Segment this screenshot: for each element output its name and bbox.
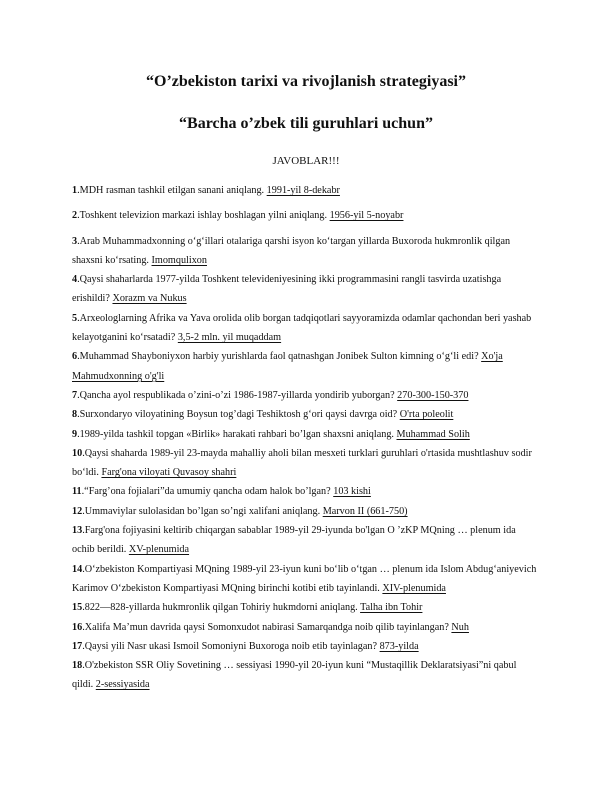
question-text: .822—828-yillarda hukmronlik qilgan Tohiriy hukmdorni aniqlang.: [82, 602, 361, 614]
answer-text: Xorazm va Nukus: [112, 293, 187, 305]
question-number: 14: [72, 563, 83, 575]
question-text: .Qaysi yili Nasr ukasi Ismoil Somoniyni Buxoroga noib etib tayinlagan?: [82, 640, 380, 652]
question-item: [72, 502, 540, 521]
question-item: [72, 598, 540, 617]
question-text: .Qaysi shaharlarda 1977-yilda Toshkent televideniyesining ikki programmasini rangli tasvirda uzatishga erishildi?: [72, 274, 502, 305]
answer-text: Imomqulixon: [151, 254, 207, 266]
document-subtitle: “Barcha o’zbek tili guruhlari uchun”: [179, 115, 433, 132]
question-text: .Ummaviylar sulolasidan bo’lgan so’ngi xalifani aniqlang.: [82, 505, 323, 517]
question-text: .Xalifa Ma’mun davrida qaysi Somonxudot nabirasi Samarqandga noib qilib tayinlangan?: [82, 621, 452, 633]
question-number: 9: [72, 428, 78, 440]
question-item: [72, 656, 540, 695]
question-text: .1989-yilda tashkil topgan «Birlik» harakati rahbari bo’lgan shaxsni aniqlang.: [77, 428, 397, 440]
document-title: “O’zbekiston tarixi va rivojlanish strategiyasi”: [146, 73, 466, 90]
question-text: .Arab Muhammadxonning o‘g‘illari otalariga qarshi isyon ko‘targan yillarda Buxoroda hukmronlik qilgan shaxsni ko‘rsating.: [72, 235, 511, 266]
question-text: .O'zbekiston SSR Oliy Sovetining … sessiyasi 1990-yil 20-iyun kuni “Mustaqillik Deklaratsiyasi”ni qabul qildi.: [72, 660, 517, 691]
question-text: .Toshkent televizion markazi ishlay boshlagan yilni aniqlang.: [77, 210, 330, 222]
question-item: [72, 521, 540, 560]
answer-text: Nuh: [451, 621, 469, 633]
question-number: 2: [72, 210, 78, 222]
answer-text: 2-sessiyasida: [95, 679, 150, 691]
question-number: 8: [72, 409, 78, 421]
answer-text: Talha ibn Tohir: [360, 602, 423, 614]
question-number: 13: [72, 525, 83, 537]
answer-text: Muhammad Solih: [396, 428, 470, 440]
question-number: 15: [72, 602, 83, 614]
question-text: .Muhammad Shayboniyxon harbiy yurishlarda faol qatnashgan Jonibek Sulton kimning o‘g‘li edi?: [77, 351, 482, 363]
question-item: [72, 618, 540, 637]
question-text: .Surxondaryo viloyatining Boysun tog’dagi Teshiktosh g‘ori qaysi davrga oid?: [77, 409, 400, 421]
question-item: [72, 425, 540, 444]
question-item: [72, 637, 540, 656]
answer-text: Farg'ona viloyati Quvasoy shahri: [101, 467, 237, 479]
answer-text: XV-plenumida: [128, 544, 190, 556]
question-text: .Farg'ona fojiyasini keltirib chiqargan sabablar 1989-yil 29-iyunda bo'lgan O ’zKP MQning … plenum ida ochib berildi.: [72, 525, 516, 556]
answer-text: Xo'ja Mahmudxonning o'g'li: [72, 351, 503, 382]
question-list: [72, 181, 540, 695]
answer-text: Marvon II (661-750): [322, 505, 408, 517]
question-item: [72, 386, 540, 405]
answer-text: O'rta poleolit: [399, 409, 454, 421]
answer-text: 103 kishi: [333, 486, 371, 498]
question-number: 16: [72, 621, 83, 633]
answer-text: XIV-plenumida: [382, 582, 446, 594]
answer-text: 270-300-150-370: [397, 389, 469, 401]
question-item: [72, 560, 540, 599]
question-item: [72, 405, 540, 424]
question-item: [72, 444, 540, 483]
answer-text: 1956-yil 5-noyabr: [329, 210, 404, 222]
answer-text: 873-yilda: [379, 640, 419, 652]
question-text: .Qaysi shaharda 1989-yil 23-mayda mahalliy aholi bilan mesxeti turklari guruhlari o'rtasida mushtlashuv sodir bo‘ldi.: [72, 447, 532, 479]
question-number: 12: [72, 505, 83, 517]
question-number: 5: [72, 312, 78, 324]
question-item: [72, 232, 540, 271]
question-number: 7: [72, 389, 78, 401]
question-number: 18: [72, 660, 83, 672]
question-item: [72, 270, 540, 309]
question-item: [72, 181, 540, 200]
question-item: [72, 347, 540, 386]
question-number: 1: [72, 185, 78, 196]
question-number: 17: [72, 640, 83, 652]
question-text: .Arxeologlarning Afrika va Yava orolida olib borgan tadqiqotlari sayyoramizda odamlar qachondan beri yashab kelayotganini ko‘rsatadi?: [72, 312, 532, 344]
question-item: [72, 482, 540, 501]
question-text: .O‘zbekiston Kompartiyasi MQning 1989-yil 23-iyun kuni bo‘lib o‘tgan … plenum ida Islom Abdug‘aniyevich Karimov O‘zbekiston Kompartiyasi MQning birinchi kotibi etib tayinlandi.: [72, 563, 537, 594]
answer-text: 3,5-2 mln. yil muqaddam: [177, 332, 282, 344]
question-text: .Qancha ayol respublikada o’zini-o’zi 1986-1987-yillarda yondirib yuborgan?: [77, 389, 398, 401]
answers-heading: JAVOBLAR!!!: [272, 155, 340, 167]
question-number: 3: [72, 235, 78, 247]
question-text: .MDH rasman tashkil etilgan sanani aniqlang.: [77, 185, 267, 196]
question-text: .“Farg’ona fojialari”da umumiy qancha odam halok bo’lgan?: [81, 486, 334, 498]
question-number: 10: [72, 447, 83, 459]
question-number: 6: [72, 351, 78, 363]
question-number: 11: [72, 486, 82, 498]
question-number: 4: [72, 274, 78, 286]
question-item: [72, 309, 540, 348]
answer-text: 1991-yil 8-dekabr: [266, 185, 340, 196]
question-item: [72, 206, 540, 225]
